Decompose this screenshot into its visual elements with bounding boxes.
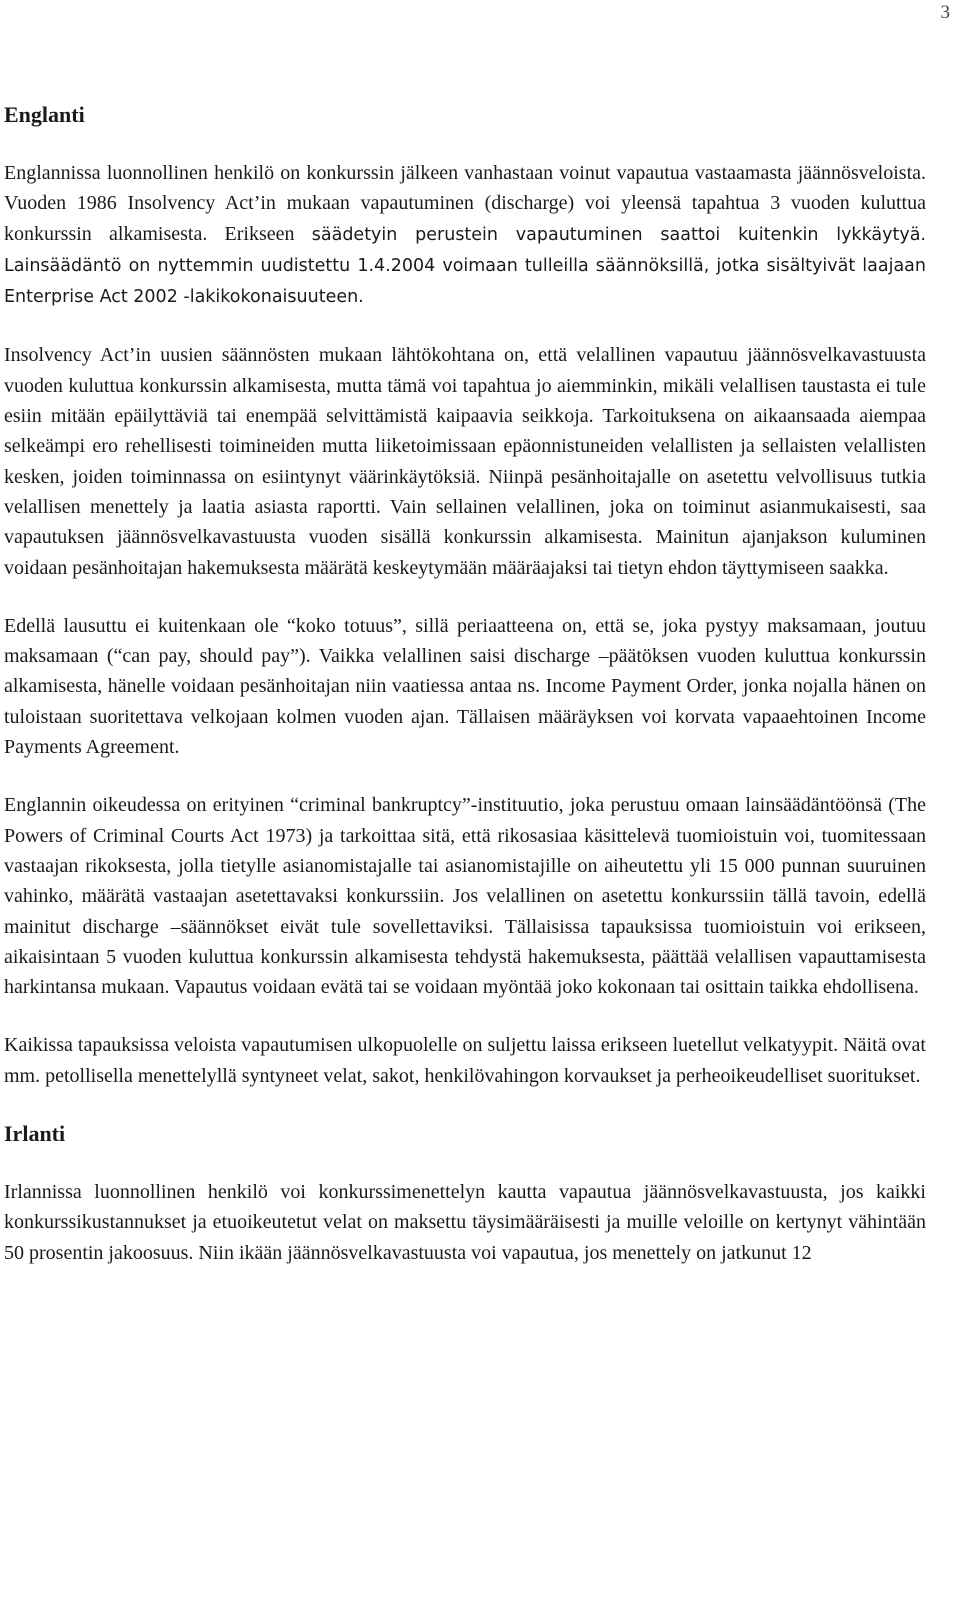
section-heading-irlanti: Irlanti [4,1121,66,1147]
page-number: 3 [940,2,950,23]
paragraph-1-serif: Englannissa luonnollinen henkilö on konkurssin jälkeen vanhastaan voinut vapautua vastaamasta jäännösveloista. Vuoden 1986 Insolvency Act’in mukaan vapautuminen (discharge) voi yleensä tapahtua 3 vuoden kuluttua konkurssin alkamisesta. Erikseen [4,162,926,245]
paragraph-5: Kaikissa tapauksissa veloista vapautumisen ulkopuolelle on suljettu laissa erikseen luetellut velkatyypit. Näitä ovat mm. petollisella menettelyllä syntyneet velat, sakot, henkilövahingon korvaukset ja perheoikeudelliset suoritukset. [4,1034,926,1087]
paragraph-2: Insolvency Act’in uusien säännösten mukaan lähtökohtana on, että velallinen vapautuu jäännösvelkavastuusta vuoden kuluttua konkurssin alkamisesta, mutta tämä voi tapahtua jo aiemminkin, mikäli velallisen taustasta ei tule esiin mitään epäilyttäviä tai enempää selvittämistä kaipaavia seikkoja. Tarkoituksena on aikaansaada aiempaa selkeämpi ero rehellisesti toimineiden mutta liiketoimissaan epäonnistuneiden velallisten ja sellaisten velallisten kesken, joiden toiminnassa on esiintynyt väärinkäytöksiä. Niinpä pesänhoitajalle on asetettu velvollisuus tutkia velallisen menettely ja laatia asiasta raportti. Vain sellainen velallinen, joka on toiminut asianmukaisesti, saa vapautuksen jäännösvelkavastuusta vuoden sisällä konkurssin alkamisesta. Mainitun ajanjakson kuluminen voidaan pesänhoitajan hakemuksesta määrätä keskeytymään määräajaksi tai tietyn ehdon täyttymiseen saakka. [4,344,926,579]
paragraph-4: Englannin oikeudessa on erityinen “criminal bankruptcy”-instituutio, joka perustuu omaan lainsäädäntöönsä (The Powers of Criminal Courts Act 1973) ja tarkoittaa sitä, että rikosasiaa käsittelevä tuomioistuin voi, tuomitessaan vastaajan rikoksesta, jolla tietylle asianomistajalle tai asianomistajille on aiheutettu yli 15 000 punnan suuruinen vahinko, määrätä vastaajan asetettavaksi konkurssiin. Jos velallinen on asetettu konkurssiin tällä tavoin, edellä mainitut discharge –säännökset eivät tule sovellettaviksi. Tällaisissa tapauksissa tuomioistuin voi erikseen, aikaisintaan 5 vuoden kuluttua konkurssin alkamisesta tehdystä hakemuksesta, päättää velallisen vapauttamisesta harkintansa mukaan. Vapautus voidaan evätä tai se voidaan myöntää joko kokonaan tai osittain taikka ehdollisena. [4,794,926,999]
paragraph-3: Edellä lausuttu ei kuitenkaan ole “koko totuus”, sillä periaatteena on, että se, joka pystyy maksamaan, joutuu maksamaan (“can pay, should pay”). Vaikka velallinen saisi discharge –päätöksen vuoden kuluttua konkurssin alkamisesta, hänelle voidaan pesänhoitajan niin vaatiessa antaa ns. Income Payment Order, jonka nojalla hänen on tuloistaan suoritettava velkojaan kolmen vuoden ajan. Tällaisen määräyksen voi korvata vapaaehtoinen Income Payments Agreement. [4,614,926,759]
paragraph-1-sans: säädetyin perustein vapautuminen saattoi kuitenkin lykkäytyä. Lainsäädäntö on nyttemmin uudistettu 1.4.2004 voimaan tulleilla säännöksillä, jotka sisältyivät laajaan Enterprise Act 2002 -lakikokonaisuuteen. [4,224,926,308]
paragraph-1 [4,158,926,312]
paragraph-6: Irlannissa luonnollinen henkilö voi konkurssimenettelyn kautta vapautua jäännösvelkavastuusta, jos kaikki konkurssikustannukset ja etuoikeutetut velat on maksettu täysimääräisesti ja muille veloille on kertynyt vähintään 50 prosentin jakoosuus. Niin ikään jäännösvelkavastuusta voi vapautua, jos menettely on jatkunut 12 [4,1181,926,1264]
document-body [4,100,926,1296]
section-heading-englanti: Englanti [4,102,85,127]
